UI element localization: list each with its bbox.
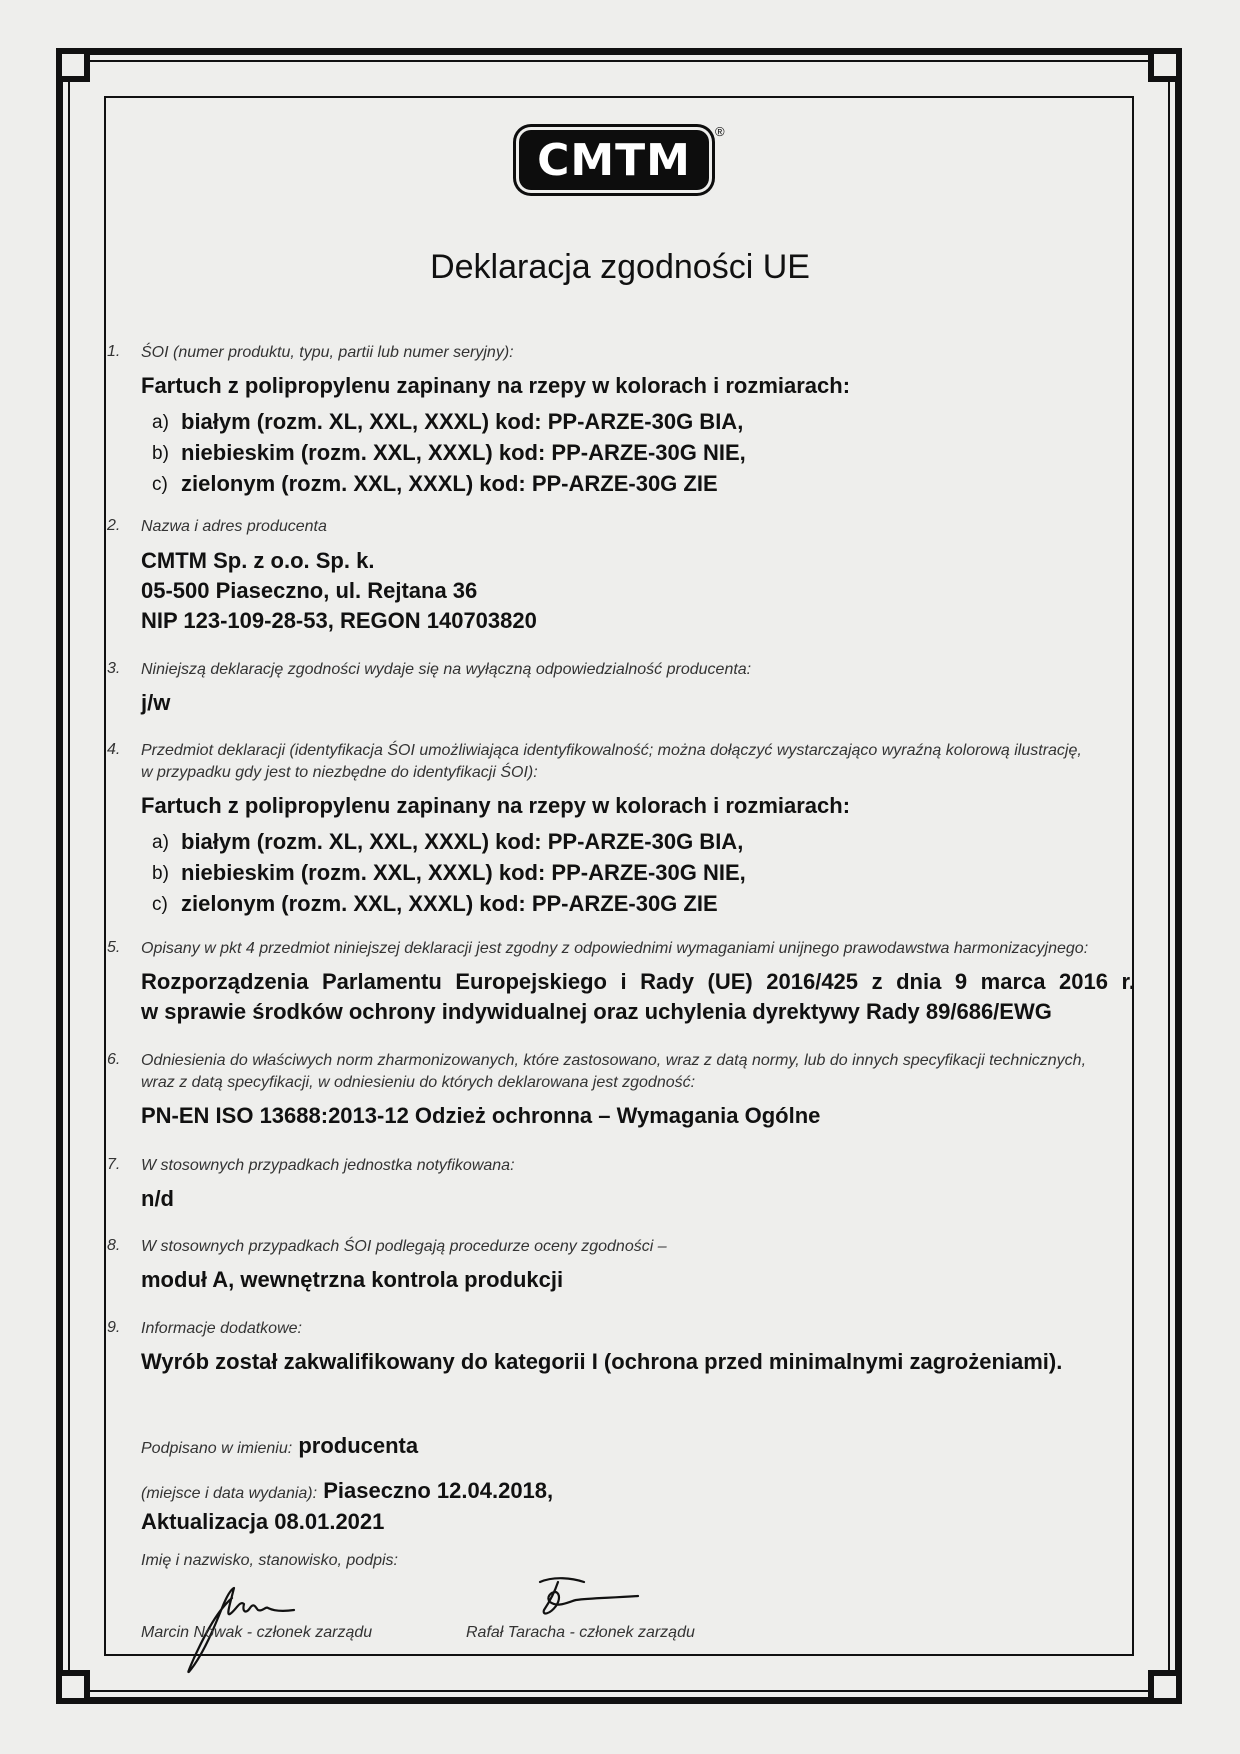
corner-ornament-bottom-right [1148, 1670, 1182, 1704]
signatory-name: Marcin Nowak - członek zarządu [141, 1624, 373, 1641]
item-label: ŚOI (numer produktu, typu, partii lub numer seryjny): [141, 344, 514, 361]
corner-ornament-top-right [1148, 48, 1182, 82]
producer-name: CMTM Sp. z o.o. Sp. k. [141, 548, 375, 573]
item-label-line: Przedmiot deklaracji (identyfikacja ŚOI umożliwiająca identyfikowalność; można dołączyć wystarczająco wyraźną kolorową ilustrację, [141, 742, 1082, 759]
item-number: 1. [107, 343, 121, 360]
item-label: Nazwa i adres producenta [141, 518, 327, 535]
standard-reference: PN-EN ISO 13688:2013-12 Odzież ochronna – Wymagania Ogólne [141, 1103, 821, 1128]
logo-text: CMTM [519, 130, 709, 190]
sub-item-text: niebieskim (rozm. XXL, XXXL) kod: PP-ARZE-30G NIE, [181, 440, 746, 465]
signature-caption: Imię i nazwisko, stanowisko, podpis: [141, 1552, 398, 1569]
place-and-date [141, 1478, 553, 1504]
producer-tax-ids: NIP 123-109-28-53, REGON 140703820 [141, 608, 537, 633]
signatory-name: Rafał Taracha - członek zarządu [466, 1624, 695, 1641]
regulation-line: w sprawie środków ochrony indywidualnej oraz uchylenia dyrektywy Rady 89/686/EWG [141, 999, 1052, 1024]
item-label: Niniejszą deklarację zgodności wydaje się na wyłączną odpowiedzialność producenta: [141, 661, 752, 678]
item-label-line: wraz z datą specyfikacji, w odniesieniu do których deklarowana jest zgodność: [141, 1074, 696, 1091]
signed-value: producenta [298, 1433, 419, 1458]
place-date-value: Piaseczno 12.04.2018, [323, 1478, 554, 1503]
sub-item-letter: a) [152, 832, 169, 853]
sub-item-letter: b) [152, 863, 169, 884]
item-label-line: Odniesienia do właściwych norm zharmonizowanych, które zastosowano, wraz z datą normy, lub do innych specyfikacji technicznych, [141, 1052, 1087, 1069]
regulation-line: Rozporządzenia Parlamentu Europejskiego i Rady (UE) 2016/425 z dnia 9 marca 2016 r. [141, 969, 1135, 994]
item-value: j/w [141, 690, 171, 715]
item-number: 3. [107, 660, 121, 677]
sub-item-text: zielonym (rozm. XXL, XXXL) kod: PP-ARZE-30G ZIE [181, 891, 718, 916]
signature-rafal-taracha [520, 1570, 650, 1630]
item-value: Fartuch z polipropylenu zapinany na rzepy w kolorach i rozmiarach: [141, 793, 851, 818]
item-number: 7. [107, 1156, 121, 1173]
signed-on-behalf [141, 1433, 418, 1459]
item-value: moduł A, wewnętrzna kontrola produkcji [141, 1267, 564, 1292]
item-number: 5. [107, 939, 121, 956]
item-label: Opisany w pkt 4 przedmiot niniejszej deklaracji jest zgodny z odpowiednimi wymaganiami unijnego prawodawstwa harmonizacyjnego: [141, 940, 1089, 957]
sub-item-letter: a) [152, 412, 169, 433]
corner-ornament-bottom-left [56, 1670, 90, 1704]
document-title: Deklaracja zgodności UE [430, 248, 810, 286]
company-logo [519, 124, 725, 190]
item-value: Wyrób został zakwalifikowany do kategorii I (ochrona przed minimalnymi zagrożeniami). [141, 1349, 1063, 1374]
item-value: n/d [141, 1186, 174, 1211]
sub-item-letter: b) [152, 443, 169, 464]
item-label-line: w przypadku gdy jest to niezbędne do identyfikacji ŚOI): [141, 764, 538, 781]
item-label: W stosownych przypadkach jednostka notyfikowana: [141, 1157, 515, 1174]
sub-item-letter: c) [152, 474, 168, 495]
item-number: 8. [107, 1237, 121, 1254]
item-number: 2. [107, 517, 121, 534]
corner-ornament-top-left [56, 48, 90, 82]
item-value: Fartuch z polipropylenu zapinany na rzepy w kolorach i rozmiarach: [141, 373, 851, 398]
sub-item-text: białym (rozm. XL, XXL, XXXL) kod: PP-ARZE-30G BIA, [181, 829, 744, 854]
sub-item-letter: c) [152, 894, 168, 915]
item-label: W stosownych przypadkach ŚOI podlegają procedurze oceny zgodności – [141, 1238, 667, 1255]
item-label: Informacje dodatkowe: [141, 1320, 302, 1337]
place-date-label: (miejsce i data wydania): [141, 1485, 318, 1502]
signed-label: Podpisano w imieniu: [141, 1440, 293, 1457]
update-date: Aktualizacja 08.01.2021 [141, 1509, 385, 1534]
sub-item-text: białym (rozm. XL, XXL, XXXL) kod: PP-ARZE-30G BIA, [181, 409, 744, 434]
item-number: 4. [107, 741, 121, 758]
sub-item-text: zielonym (rozm. XXL, XXXL) kod: PP-ARZE-30G ZIE [181, 471, 718, 496]
producer-address: 05-500 Piaseczno, ul. Rejtana 36 [141, 578, 478, 603]
registered-mark: ® [715, 124, 725, 139]
item-number: 9. [107, 1319, 121, 1336]
item-number: 6. [107, 1051, 121, 1068]
sub-item-text: niebieskim (rozm. XXL, XXXL) kod: PP-ARZE-30G NIE, [181, 860, 746, 885]
